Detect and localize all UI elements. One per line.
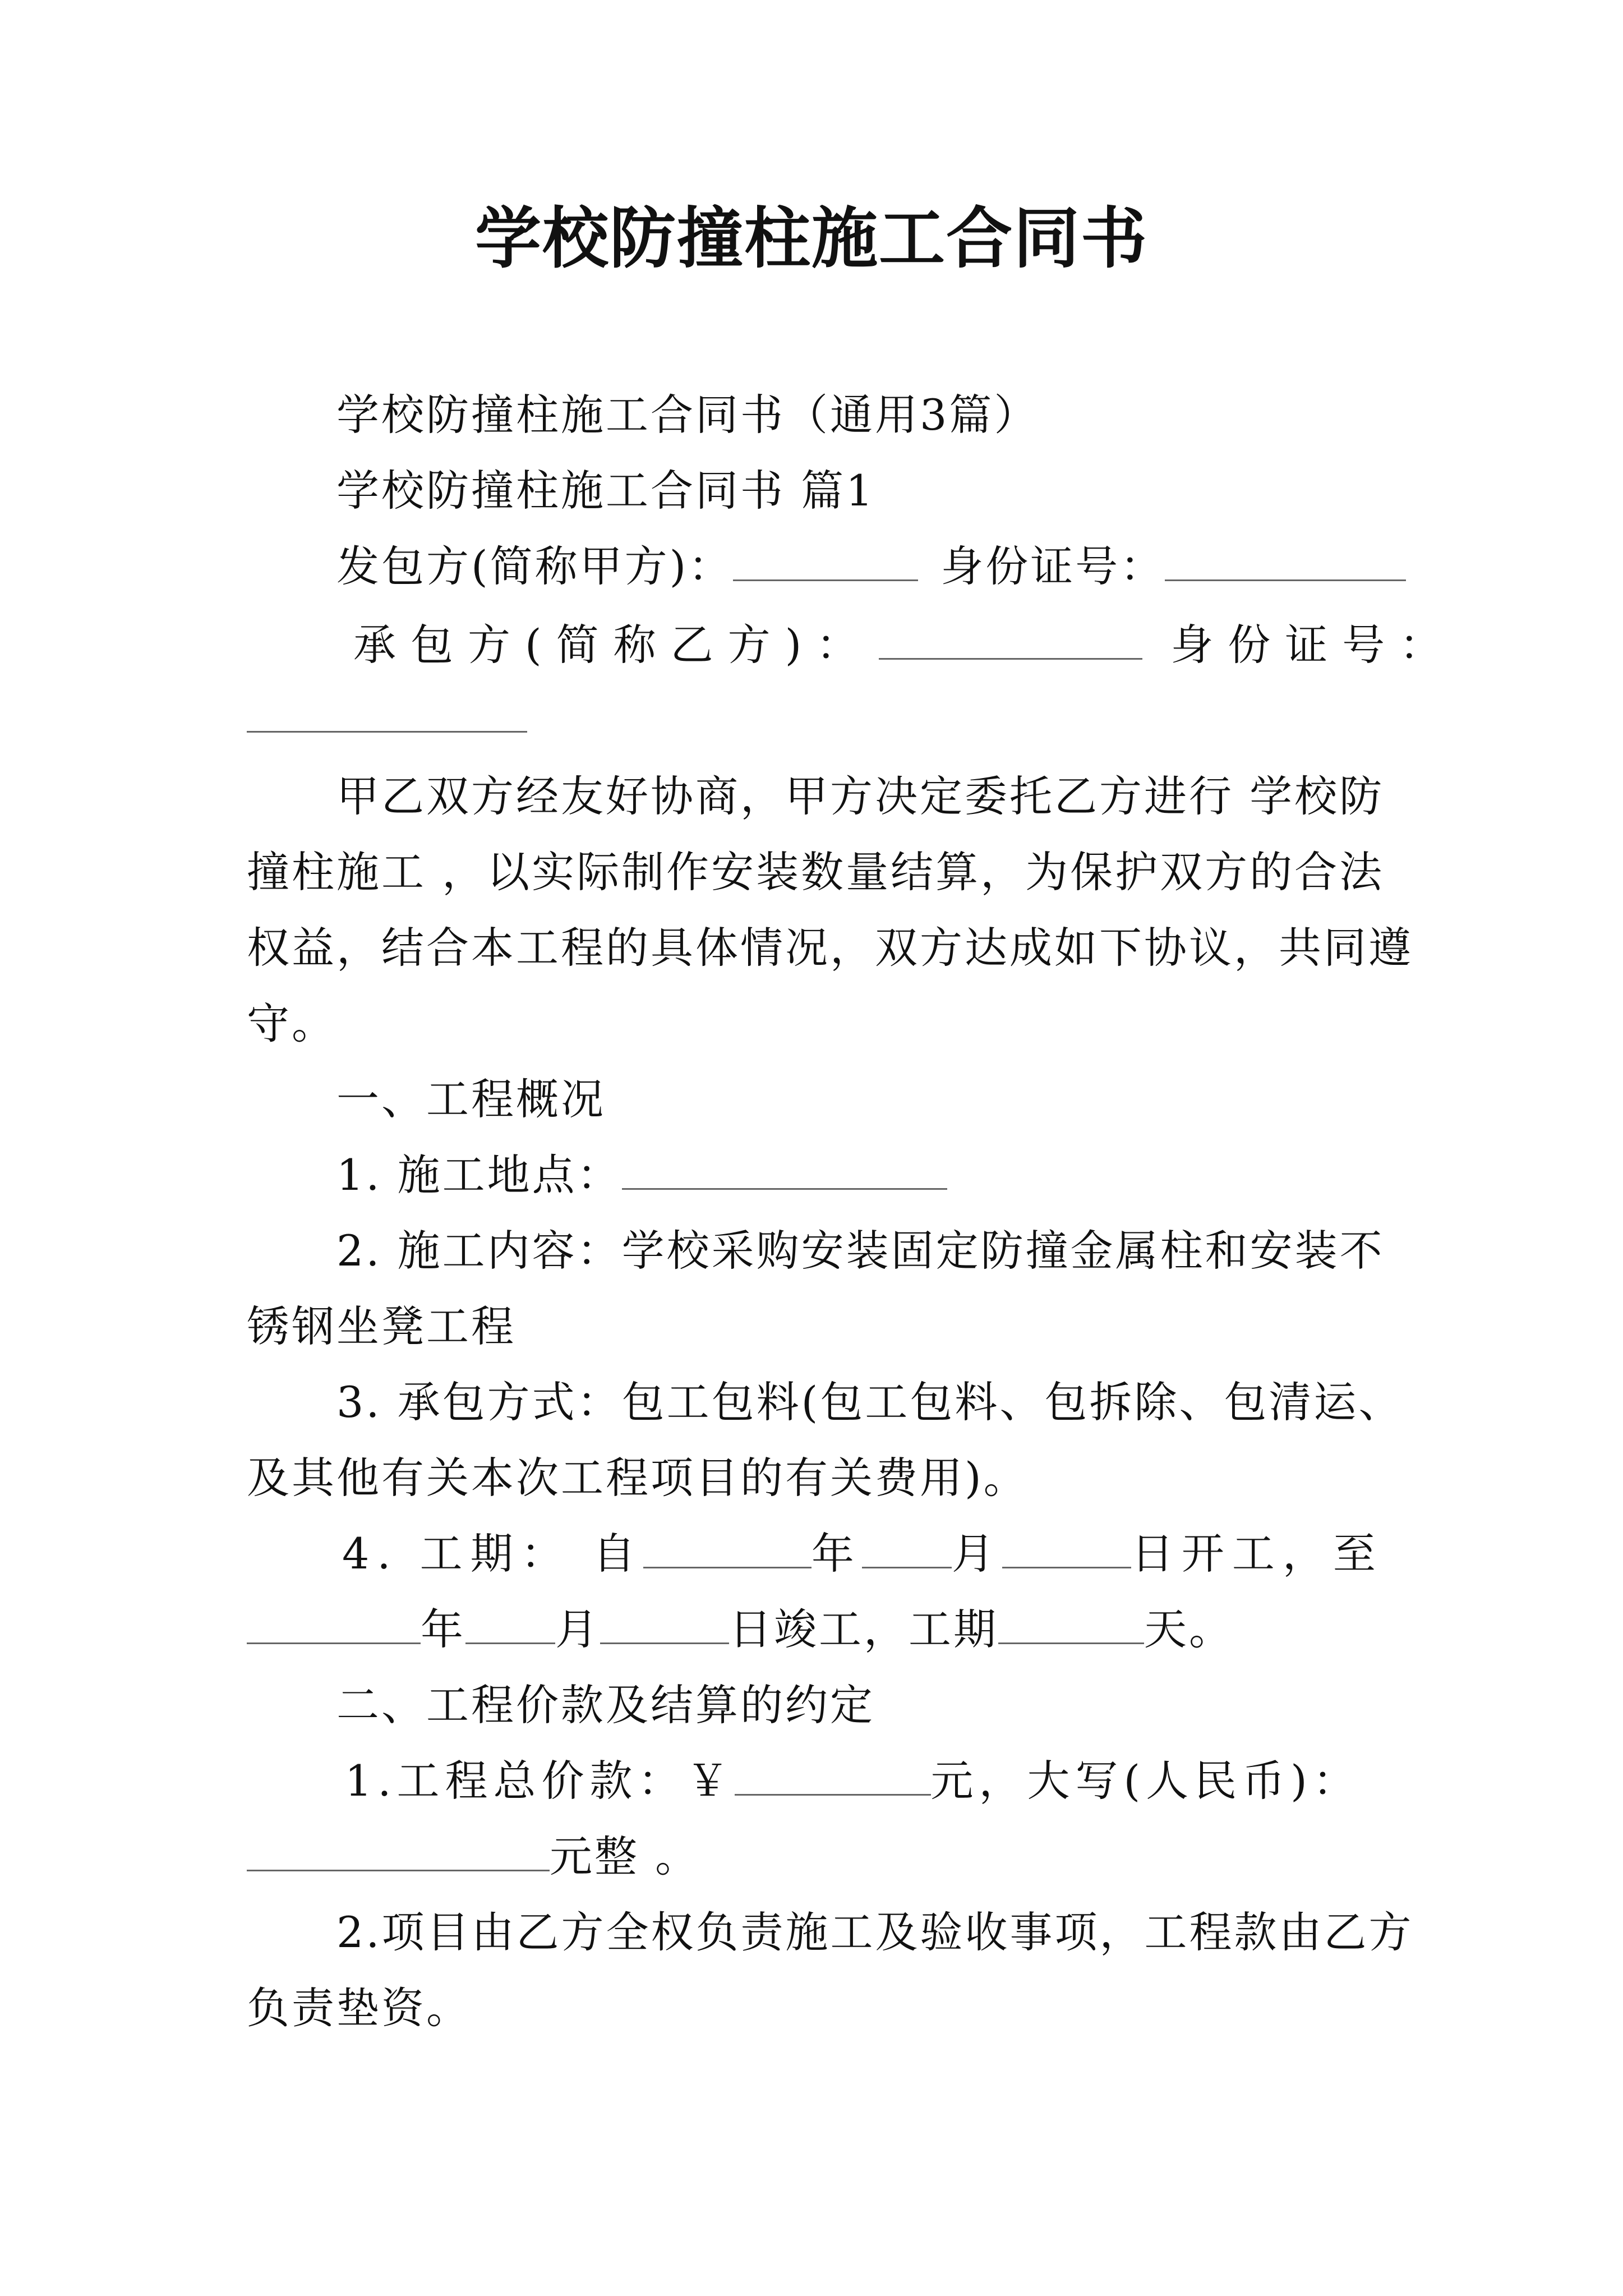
start-year-label: 年 bbox=[811, 1529, 862, 1579]
start-year-blank bbox=[643, 1527, 811, 1568]
party-b-id-line bbox=[247, 690, 527, 746]
intro-line-1: 甲乙双方经友好协商，甲方决定委托乙方进行 学校防 bbox=[336, 771, 1385, 821]
end-year-label: 年 bbox=[421, 1604, 465, 1654]
intro-line-3: 权益，结合本工程的具体情况，双方达成如下协议，共同遵 bbox=[247, 923, 1413, 973]
party-a-name-blank bbox=[733, 540, 918, 581]
start-day-blank bbox=[1002, 1527, 1131, 1568]
section-1-heading: 一、工程概况 bbox=[336, 1074, 606, 1124]
party-a-id-blank bbox=[1165, 540, 1406, 581]
item-4-line-2 bbox=[247, 1602, 1234, 1658]
start-day-label: 日开工，至 bbox=[1131, 1529, 1384, 1579]
party-b-name-blank bbox=[879, 619, 1142, 660]
item-1-line bbox=[336, 1147, 947, 1203]
item-1-label: 1. 施工地点： bbox=[336, 1150, 622, 1200]
duration-blank bbox=[998, 1603, 1144, 1644]
duration-label: 天。 bbox=[1144, 1604, 1234, 1654]
item-2-line-1: 2. 施工内容：学校采购安装固定防撞金属柱和安装不 bbox=[336, 1226, 1385, 1276]
end-month-label: 月 bbox=[555, 1604, 600, 1654]
end-year-blank bbox=[247, 1603, 421, 1644]
document-title: 学校防撞柱施工合同书 bbox=[474, 199, 1148, 277]
price-prefix: 1.工程总价款：￥ bbox=[345, 1756, 735, 1806]
end-month-blank bbox=[465, 1603, 555, 1644]
clause-2-line-1: 2.项目由乙方全权负责施工及验收事项，工程款由乙方 bbox=[336, 1907, 1414, 1957]
item-3-line-2: 及其他有关本次工程项目的有关费用)。 bbox=[247, 1453, 1029, 1503]
item-4-line-1 bbox=[342, 1526, 1384, 1582]
price-line-2 bbox=[247, 1829, 700, 1885]
party-b-id-label: 身份证号： bbox=[1170, 620, 1457, 670]
start-month-label: 月 bbox=[951, 1529, 1002, 1579]
party-b-line bbox=[353, 617, 1456, 673]
start-month-blank bbox=[862, 1527, 952, 1568]
price-words-blank bbox=[247, 1830, 550, 1871]
site-blank bbox=[622, 1149, 947, 1190]
price-number-blank bbox=[735, 1755, 931, 1796]
party-a-id-label: 身份证号： bbox=[940, 541, 1165, 591]
end-day-label: 日竣工，工期 bbox=[729, 1604, 998, 1654]
item-4-prefix: 4. 工期： 自 bbox=[342, 1529, 643, 1579]
party-a-label: 发包方(简称甲方)： bbox=[336, 541, 734, 591]
document-subtitle: 学校防撞柱施工合同书（通用3篇） bbox=[336, 390, 1039, 440]
item-3-line-1: 3. 承包方式：包工包料(包工包料、包拆除、包清运、 bbox=[336, 1377, 1404, 1427]
section-heading: 学校防撞柱施工合同书 篇1 bbox=[336, 466, 875, 516]
party-b-id-blank bbox=[247, 692, 527, 733]
clause-2-line-2: 负责垫资。 bbox=[247, 1983, 471, 2033]
party-b-label: 承包方(简称乙方)： bbox=[353, 620, 874, 670]
price-suffix: 元整 。 bbox=[550, 1832, 700, 1881]
price-line-1 bbox=[345, 1753, 1361, 1809]
section-2-heading: 二、工程价款及结算的约定 bbox=[336, 1680, 875, 1730]
intro-line-2: 撞柱施工 ，以实际制作安装数量结算，为保护双方的合法 bbox=[247, 847, 1385, 897]
item-2-line-2: 锈钢坐凳工程 bbox=[247, 1301, 516, 1351]
intro-line-4: 守。 bbox=[247, 999, 336, 1048]
price-yuan-label: 元，大写(人民币)： bbox=[930, 1756, 1361, 1806]
end-day-blank bbox=[600, 1603, 729, 1644]
party-a-line bbox=[336, 539, 1406, 595]
